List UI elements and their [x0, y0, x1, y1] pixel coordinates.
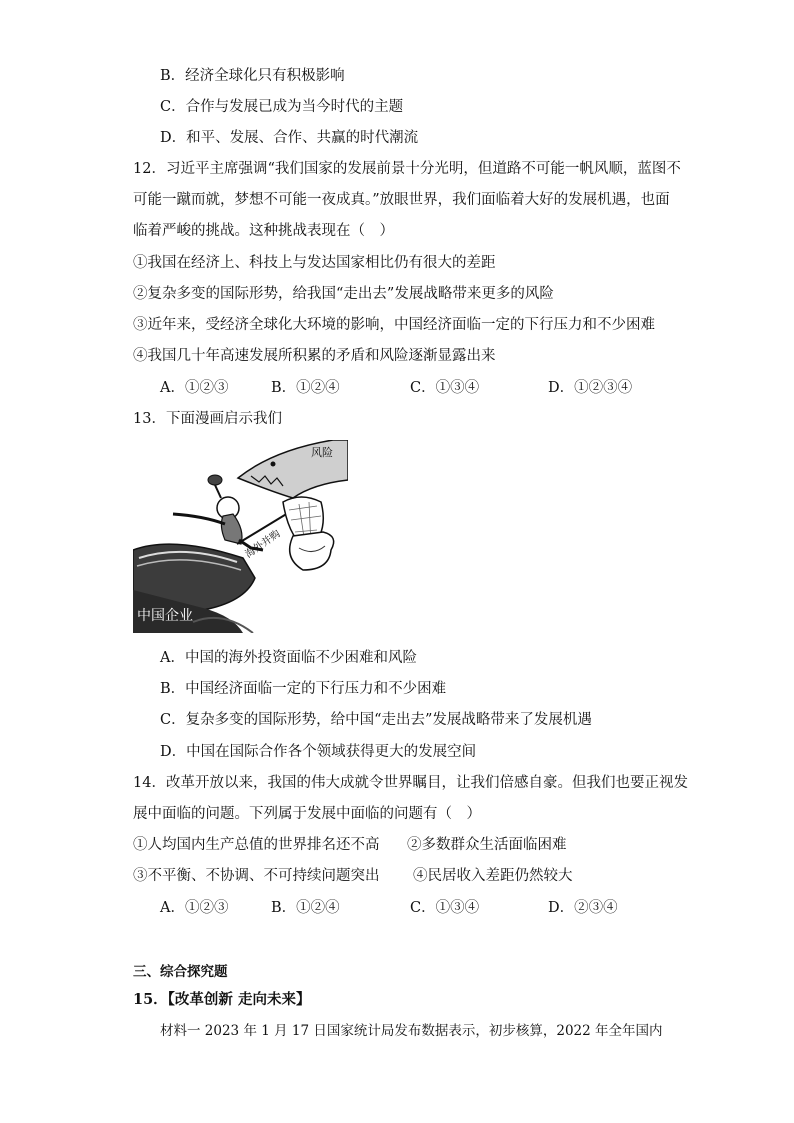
q11-option-d: D．和平、发展、合作、共赢的时代潮流: [160, 130, 419, 146]
q13-option-c: C．复杂多变的国际形势，给中国“走出去”发展战略带来了发展机遇: [160, 712, 592, 728]
q11-option-b: B．经济全球化只有积极影响: [160, 68, 345, 84]
q12-choice-b: B．①②④: [271, 380, 340, 396]
q11-option-c: C．合作与发展已成为当今时代的主题: [160, 99, 404, 115]
q13-option-d: D．中国在国际合作各个领域获得更大的发展空间: [160, 744, 477, 760]
q14-item-3: ③不平衡、不协调、不可持续问题突出: [133, 868, 380, 884]
q14-choice-b: B．①②④: [271, 900, 340, 916]
q12-choice-d: D．①②③④: [548, 380, 633, 396]
q14-choice-d: D．②③④: [548, 900, 618, 916]
q13-option-b: B．中国经济面临一定的下行压力和不少困难: [160, 681, 447, 697]
cartoon-image: [133, 440, 348, 633]
q13-option-a: A．中国的海外投资面临不少困难和风险: [160, 650, 417, 666]
q14-stem-line2: 展中面临的问题。下列属于发展中面临的问题有（ ）: [133, 806, 481, 822]
q12-item-2: ②复杂多变的国际形势，给我国“走出去”发展战略带来更多的风险: [133, 286, 554, 302]
q12-choice-c: C．①③④: [410, 380, 480, 396]
q15-material-1: 材料一 2023 年 1 月 17 日国家统计局发布数据表示，初步核算，2022 年全年国内: [160, 1023, 663, 1039]
cartoon-label-overseas: 海外并购: [243, 528, 283, 561]
q14-item-2: ②多数群众生活面临困难: [407, 837, 567, 853]
q14-choice-a: A．①②③: [160, 900, 229, 916]
q12-choice-a: A．①②③: [160, 380, 229, 396]
q15-title: 15．【改革创新 走向未来】: [133, 991, 311, 1008]
q14-choice-c: C．①③④: [410, 900, 480, 916]
q14-item-4: ④民居收入差距仍然较大: [413, 868, 573, 884]
q12-stem-line3: 临着严峻的挑战。这种挑战表现在（ ）: [133, 223, 394, 239]
q12-stem-line2: 可能一蹴而就，梦想不可能一夜成真。”放眼世界，我们面临着大好的发展机遇，也面: [133, 192, 670, 208]
cartoon-label-risk: 风险: [311, 446, 333, 459]
q14-stem-line1: 14．改革开放以来，我国的伟大成就令世界瞩目，让我们倍感自豪。但我们也要正视发: [133, 775, 688, 791]
q12-stem-line1: 12．习近平主席强调“我们国家的发展前景十分光明，但道路不可能一帆风顺，蓝图不: [133, 161, 681, 177]
q12-item-3: ③近年来，受经济全球化大环境的影响，中国经济面临一定的下行压力和不少困难: [133, 317, 655, 333]
q12-item-4: ④我国几十年高速发展所积累的矛盾和风险逐渐显露出来: [133, 348, 496, 364]
cartoon-label-company: 中国企业: [137, 608, 193, 624]
section-heading: 三、综合探究题: [133, 964, 228, 980]
q14-item-1: ①人均国内生产总值的世界排名还不高: [133, 837, 380, 853]
q13-stem: 13．下面漫画启示我们: [133, 411, 282, 427]
q12-item-1: ①我国在经济上、科技上与发达国家相比仍有很大的差距: [133, 255, 496, 271]
